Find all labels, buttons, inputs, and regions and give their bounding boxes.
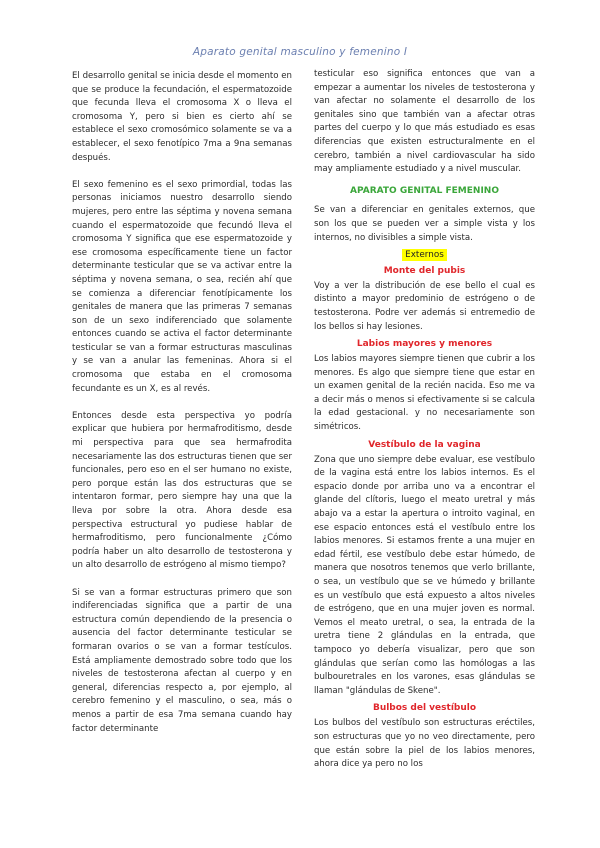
paragraph-hermafroditismo: Entonces desde esta perspectiva yo podría explicar que hubiera por hermafroditismo, desde mi perspectiva para que sea hermafrodita necesariamente las dos estructuras tienen que ser funcionales, pero eso en el ser humano no existe, pero porque están las dos estructuras que se intentaron formar, pero siempre hay una que la lleva por sobre la otra. Ahora desde esa perspectiva estructural yo pudiese hablar de hermafroditismo, pero funcionalmente ¿Cómo podría haber un alto desarrollo de testosterona y un alto desarrollo de estrógeno al mismo tiempo?: [72, 410, 292, 571]
paragraph-vestibulo: Zona que uno siempre debe evaluar, ese vestíbulo de la vagina está entre los labios internos. Es el espacio donde por arriba uno va a encontrar el glande del clítoris, luego el meato uretral y más abajo va a estar la apertura o introito vaginal, en ese espacio entonces está el vestíbulo entre los labios menores. Si estamos frente a una mujer en edad fértil, ese vestíbulo debe estar húmedo, de manera que nosotros tenemos que verlo brillante, o sea, un vestíbulo que se ve húmedo y brillante es un vestíbulo que está expuesto a altos niveles de estrógeno, que en una mujer joven es normal. Vemos el meato uretral, o sea, la entrada de la uretra tiene 2 glándulas en la entrada, que tampoco yo debería visualizar, pero que son glándulas que serían como las homólogas a las bulbouretrales en los varones, esas glándulas se llaman "glándulas de Skene".: [314, 454, 535, 696]
externos-highlight: Externos: [402, 249, 447, 261]
subheading-vestibulo: Vestíbulo de la vagina: [368, 439, 481, 450]
paragraph-sexo-primordial: El sexo femenino es el sexo primordial, todas las personas iniciamos nuestro desarrollo siendo mujeres, pero entre las séptima y novena semana cuando el espermatozoide que fecundó lleva el cromosoma Y significa que ese espermatozoide y ese cromosoma específicamente tiene un factor determinante testicular que se va activar entre la séptima y novena semana, o sea, recién ahí que se comienza a diferenciar fenotípicamente los genitales de manera que las primeras 7 semanas son de un sexo indiferenciado que solamente entonces cuando se activa el factor determinante testicular se van a formar estructuras masculinas y se van a anular las femeninas. Ahora si el cromosoma que estaba en el cromosoma fecundante es un X, es al revés.: [72, 179, 292, 394]
paragraph-labios: Los labios mayores siempre tienen que cubrir a los menores. Es algo que siempre tiene que estar en un examen genital de la recién nacida. Eso me va a decir más o menos si efectivamente si se calcula la edad gestacional. y no necesariamente son simétricos.: [314, 354, 535, 433]
right-column: [314, 68, 535, 776]
paragraph-estructuras-indiferenciadas: Si se van a formar estructuras primero que son indiferenciadas significa que a partir de una estructura común dependiendo de la presencia o ausencia del factor determinante testicular se formaran ovarios o se van a formar testículos. Está ampliamente demostrado sobre todo que los niveles de testosterona afectan al cuerpo y en general, diferencias respecto a, por ejemplo, al cerebro femenino y el masculino, o sea, más o menos a partir de esa 7ma semana cuando hay factor determinante: [72, 587, 292, 734]
externos-wrapper: [314, 249, 535, 263]
page-title: Aparato genital masculino y femenino I: [192, 46, 408, 58]
paragraph-fecundacion: El desarrollo genital se inicia desde el momento en que se produce la fecundación, el espermatozoide que fecunda lleva el cromosoma X o lleva el cromosoma Y, pero si bien es cierto ahí se establece el sexo cromosómico solamente se va a establecer, el sexo fenotípico 7ma a 9na semanas después.: [72, 71, 292, 163]
subheading-bulbos: Bulbos del vestíbulo: [372, 703, 477, 714]
paragraph-intro-femenino: Se van a diferenciar en genitales externos, que son los que se pueden ver a simple vista y los internos, no divisibles a simple vista.: [314, 205, 535, 243]
left-column: [72, 70, 292, 750]
paragraph-bulbos: Los bulbos del vestíbulo son estructuras eréctiles, son estructuras que yo no veo directamente, pero que están sobre la piel de los labios menores, ahora dice ya pero no los: [314, 718, 535, 770]
subheading-labios: Labios mayores y menores: [356, 339, 493, 350]
paragraph-monte-pubis: Voy a ver la distribución de ese bello el cual es distinto a mayor predominio de estrógeno o de testosterona. Podre ver además si entremedio de los bellos si hay lesiones.: [314, 280, 535, 332]
section-title-aparato-femenino: APARATO GENITAL FEMENINO: [350, 185, 499, 196]
subheading-monte-pubis: Monte del pubis: [383, 265, 466, 276]
paragraph-continuation: testicular eso significa entonces que van a empezar a aumentar los niveles de testosterona y van afectar no solamente el desarrollo de los genitales sino que también van a afectar otras partes del cuerpo y lo que más estudiado es esas diferencias que existen estructuralmente en el cerebro, también a nivel cardiovascular ha sido may ampliamente estudiado y a nivel muscular.: [314, 69, 535, 175]
